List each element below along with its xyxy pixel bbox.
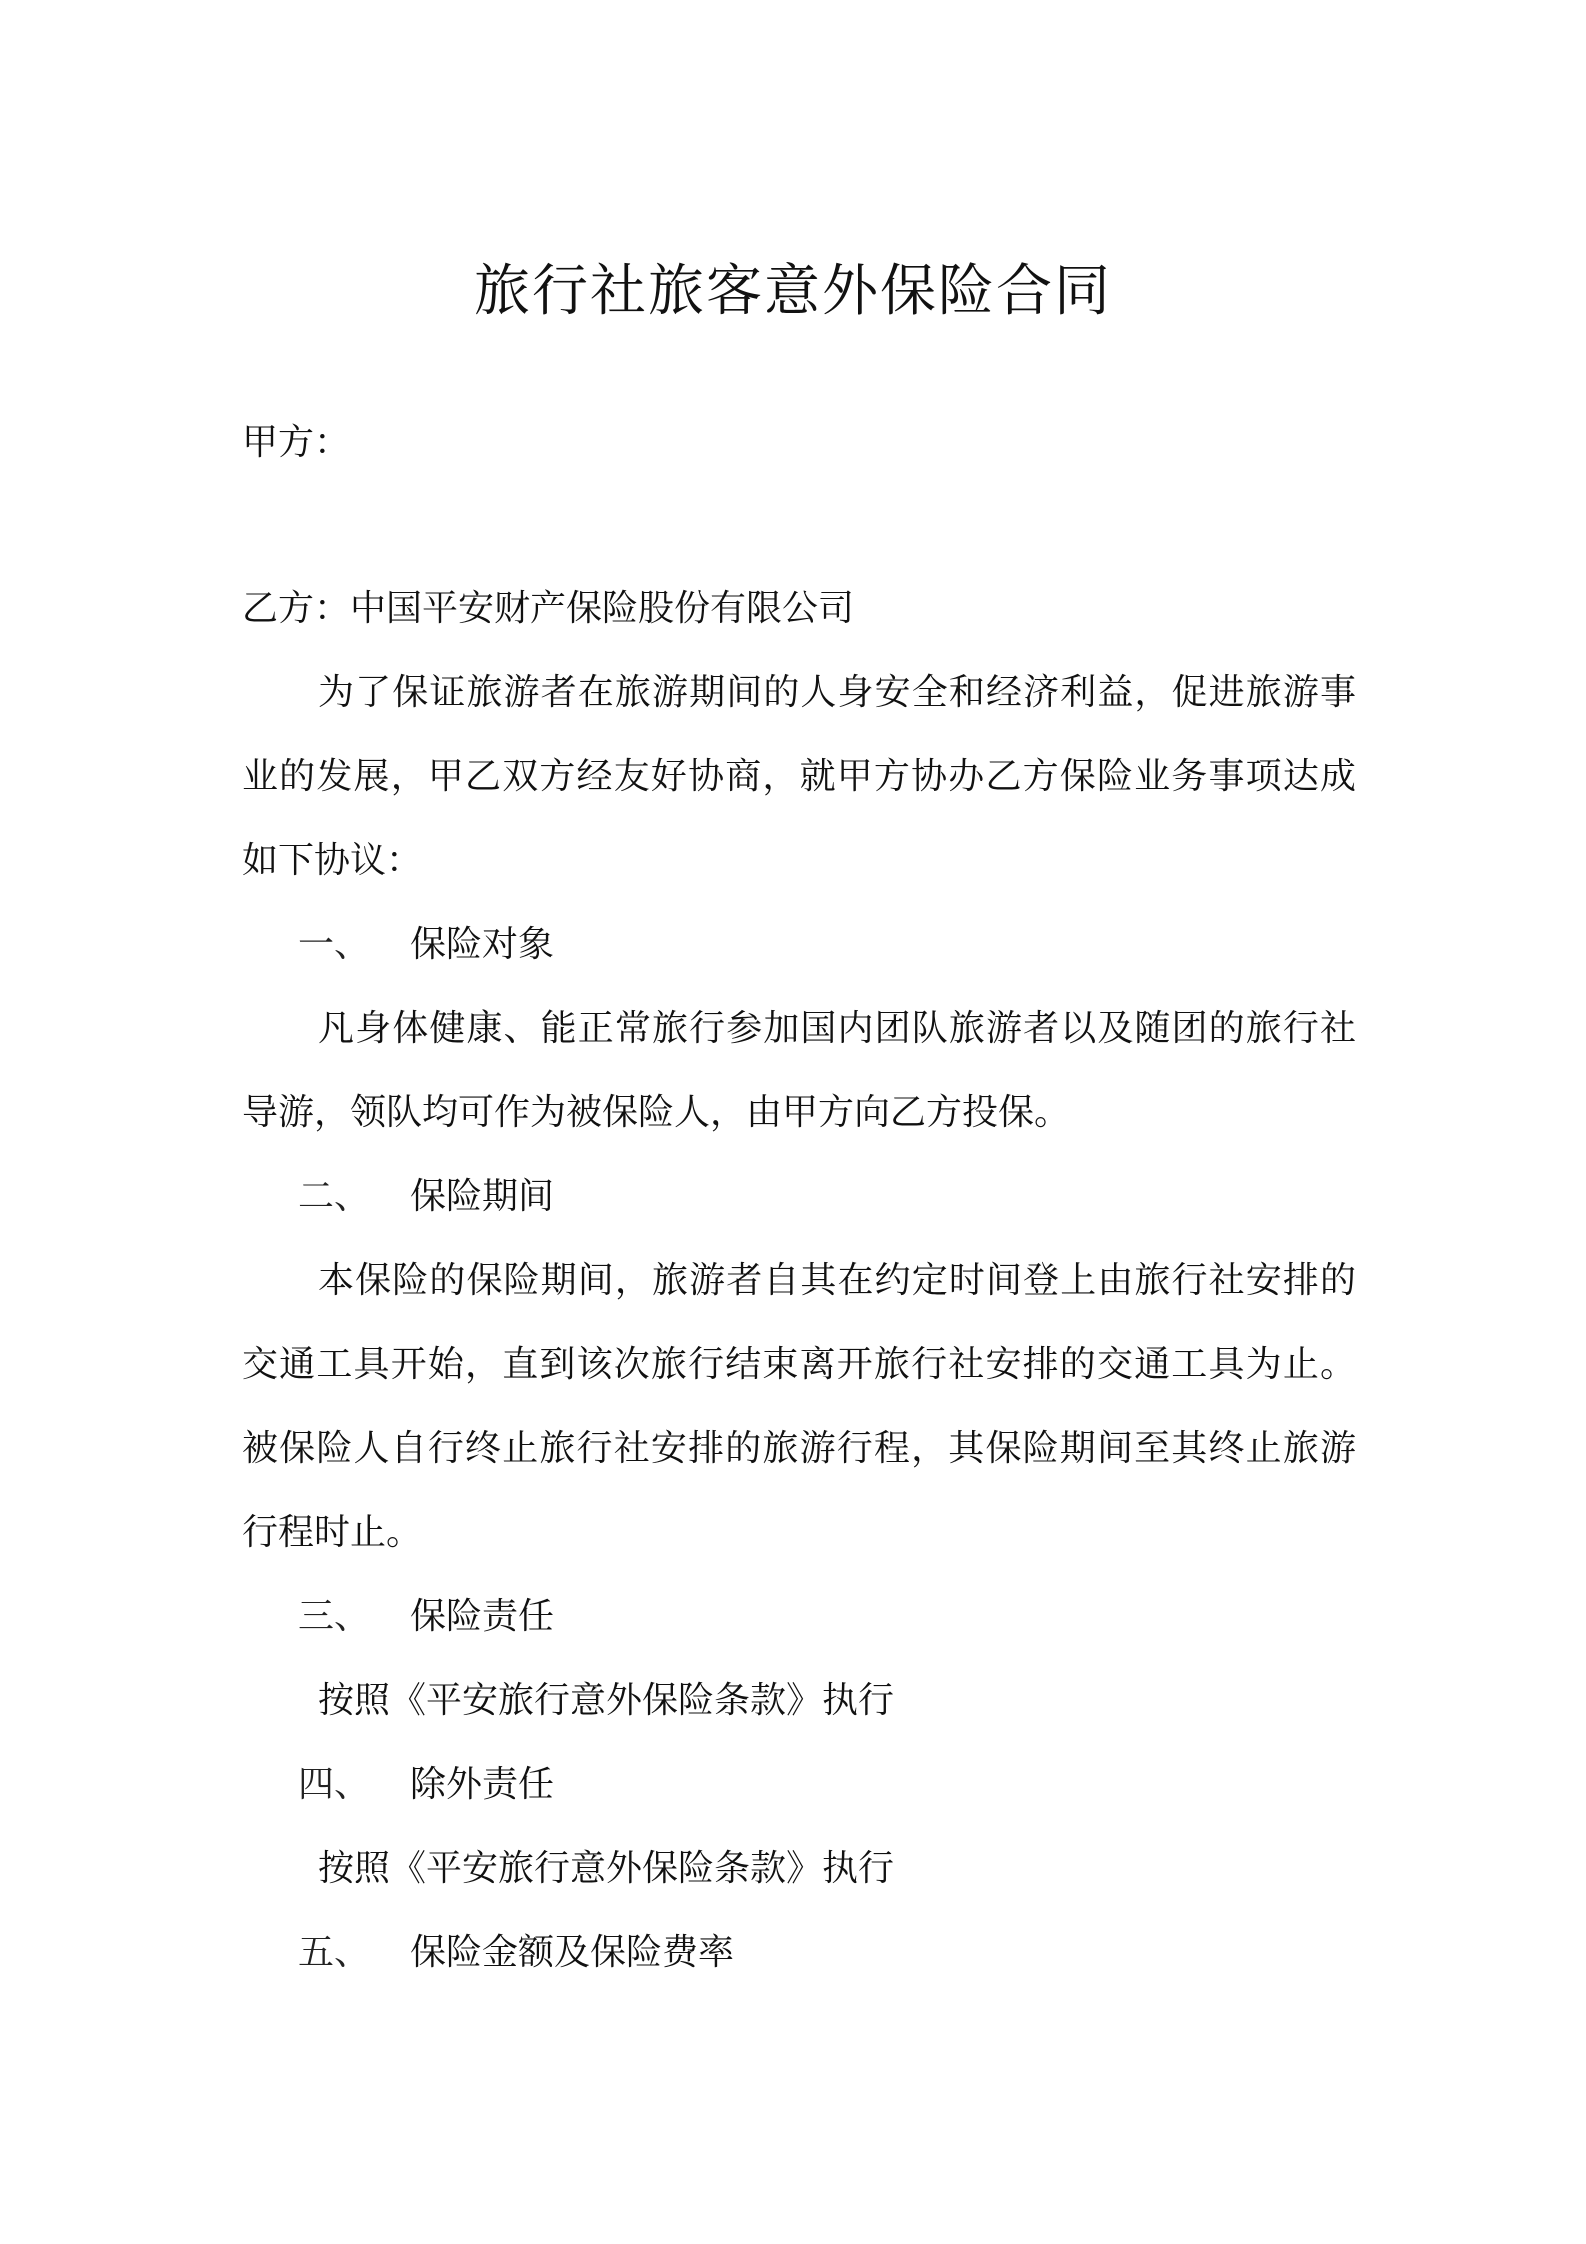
section-body-line: 本保险的保险期间，旅游者自其在约定时间登上由旅行社安排的 (318, 1260, 1356, 1301)
intro-line: 如下协议： (242, 840, 423, 881)
section-title: 除外责任 (410, 1764, 555, 1805)
section-title: 保险期间 (410, 1176, 555, 1217)
section-number: 三、 (298, 1596, 371, 1637)
section-number: 四、 (298, 1764, 371, 1805)
section-body-line: 交通工具开始，直到该次旅行结束离开旅行社安排的交通工具为止。 (242, 1344, 1356, 1385)
section-heading (298, 1592, 554, 1642)
section-heading (298, 1760, 554, 1810)
section-heading (298, 920, 554, 970)
section-body-line: 凡身体健康、能正常旅行参加国内团队旅游者以及随团的旅行社 (318, 1008, 1356, 1049)
section-body-line: 行程时止。 (242, 1512, 423, 1553)
document-title: 旅行社旅客意外保险合同 (474, 259, 1112, 324)
section-body-line: 按照《平安旅行意外保险条款》执行 (318, 1680, 895, 1721)
section-title: 保险责任 (410, 1596, 555, 1637)
section-body-line: 按照《平安旅行意外保险条款》执行 (318, 1848, 895, 1889)
section-number: 五、 (298, 1932, 371, 1973)
section-title: 保险对象 (410, 924, 555, 965)
section-heading (298, 1928, 734, 1978)
section-heading (298, 1172, 554, 1222)
party-b-line: 乙方：中国平安财产保险股份有限公司 (242, 588, 855, 629)
intro-line: 业的发展，甲乙双方经友好协商，就甲方协办乙方保险业务事项达成 (242, 756, 1356, 797)
party-a-label: 甲方： (242, 422, 351, 463)
intro-line: 为了保证旅游者在旅游期间的人身安全和经济利益，促进旅游事 (318, 672, 1356, 713)
section-number: 一、 (298, 924, 371, 965)
section-title: 保险金额及保险费率 (410, 1932, 735, 1973)
section-number: 二、 (298, 1176, 371, 1217)
section-body-line: 导游，领队均可作为被保险人，由甲方向乙方投保。 (242, 1092, 1071, 1133)
section-body-line: 被保险人自行终止旅行社安排的旅游行程，其保险期间至其终止旅游 (242, 1428, 1356, 1469)
